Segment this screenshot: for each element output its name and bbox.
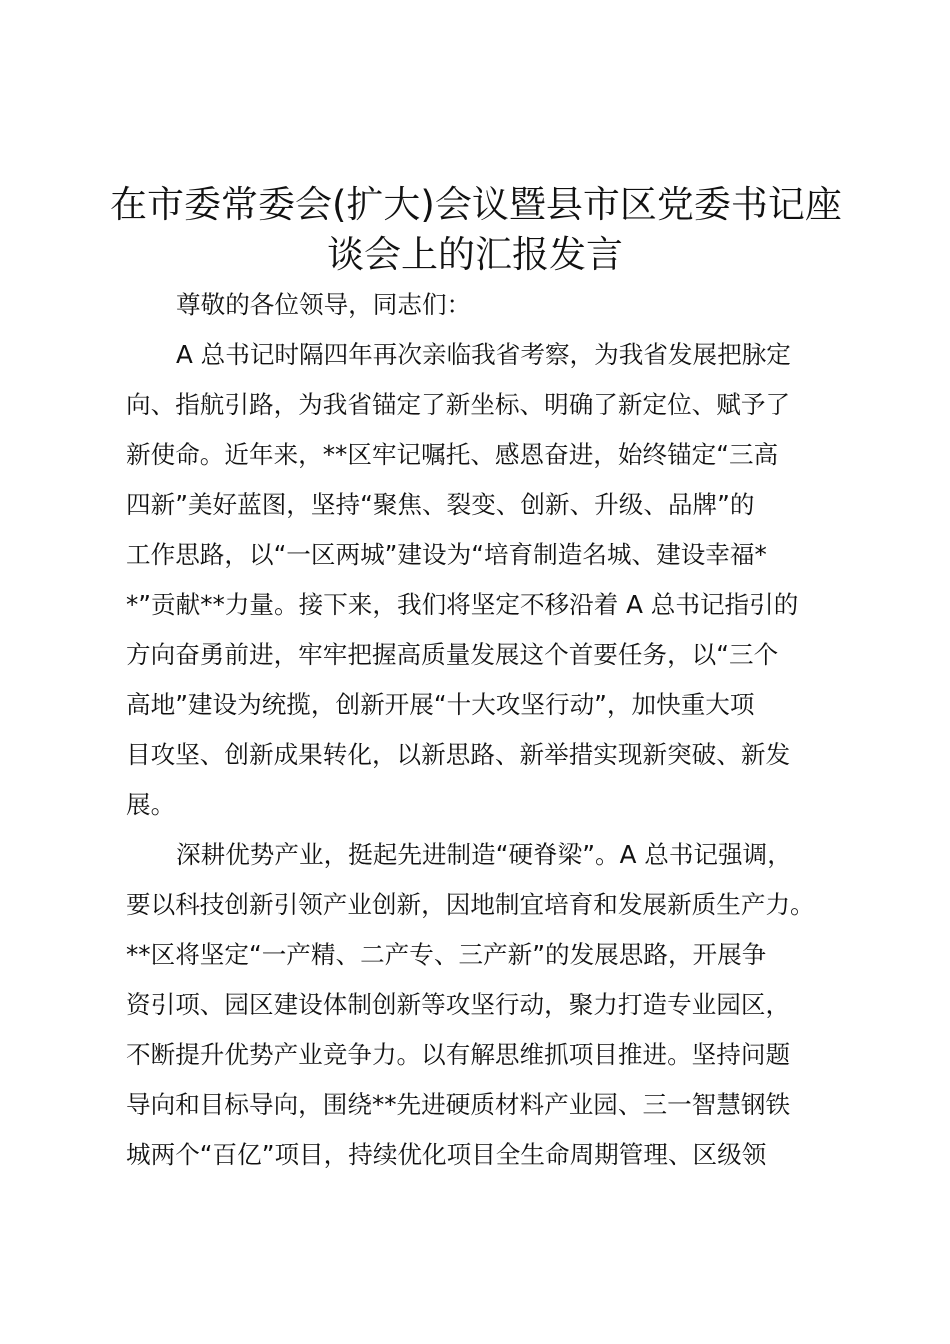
paragraph-1-line: 方向奋勇前进，牢牢把握高质量发展这个首要任务，以“三个 — [126, 640, 779, 669]
paragraph-2 — [126, 830, 826, 1180]
paragraph-2-line: 导向和目标导向，围绕**先进硬质材料产业园、三一智慧钢铁 — [126, 1090, 791, 1119]
paragraph-1-line: 展。 — [126, 790, 176, 819]
paragraph-1-line: 高地”建设为统揽，创新开展“十大攻坚行动”，加快重大项 — [126, 690, 755, 719]
salutation: 尊敬的各位领导，同志们： — [176, 290, 472, 319]
paragraph-2-line: 要以科技创新引领产业创新，因地制宜培育和发展新质生产力。 — [126, 890, 815, 919]
paragraph-1-line: 四新”美好蓝图，坚持“聚焦、裂变、创新、升级、品牌”的 — [126, 490, 755, 519]
paragraph-1 — [126, 330, 826, 830]
title-line-1: 在市委常委会(扩大)会议暨县市区党委书记座 — [110, 183, 842, 226]
paragraph-2-line: 城两个“百亿”项目，持续优化项目全生命周期管理、区级领 — [126, 1140, 767, 1169]
title-line-2: 谈会上的汇报发言 — [327, 233, 623, 276]
paragraph-2-line: **区将坚定“一产精、二产专、三产新”的发展思路，开展争 — [126, 940, 767, 969]
paragraph-2-line: 资引项、园区建设体制创新等攻坚行动，聚力打造专业园区， — [126, 990, 791, 1019]
paragraph-1-line: 目攻坚、创新成果转化，以新思路、新举措实现新突破、新发 — [126, 740, 791, 769]
paragraph-1-line: 向、指航引路，为我省锚定了新坐标、明确了新定位、赋予了 — [126, 390, 791, 419]
document-title — [110, 178, 840, 278]
paragraph-1-line: 工作思路，以“一区两城”建设为“培育制造名城、建设幸福* — [126, 540, 767, 569]
paragraph-2-line: 深耕优势产业，挺起先进制造“硬脊梁”。A 总书记强调， — [176, 840, 792, 869]
paragraph-1-line: 新使命。近年来，**区牢记嘱托、感恩奋进，始终锚定“三高 — [126, 440, 779, 469]
paragraph-1-line: *”贡献**力量。接下来，我们将坚定不移沿着 A 总书记指引的 — [126, 590, 799, 619]
salutation-block — [126, 280, 826, 330]
paragraph-1-line: A 总书记时隔四年再次亲临我省考察，为我省发展把脉定 — [176, 340, 791, 369]
paragraph-2-line: 不断提升优势产业竞争力。以有解思维抓项目推进。坚持问题 — [126, 1040, 791, 1069]
